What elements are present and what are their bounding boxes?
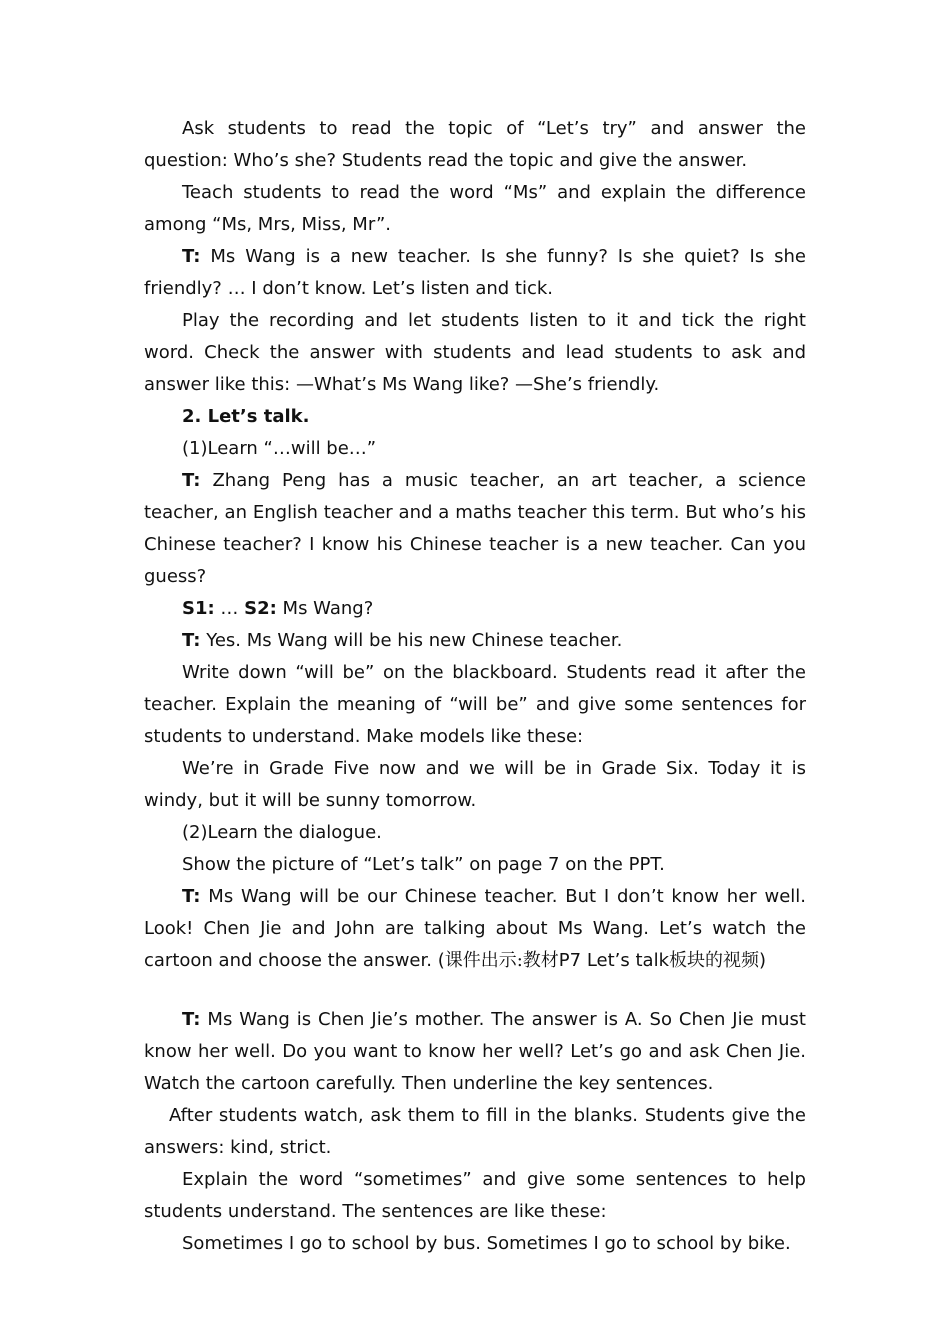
speaker-label: T: (182, 1009, 201, 1030)
speaker-label: T: (182, 630, 201, 651)
paragraph-teacher-dialogue-3 (144, 625, 806, 657)
paragraph-text: P7 Let’s talk (558, 950, 670, 971)
paragraph-text: Ms Wang will be our Chinese teacher. But I don’t know her well. Look! Chen Jie and John are talking about Ms Wang. Let’s watch the cartoon and choose the answer. ( (144, 886, 806, 971)
paragraph-sometimes-examples (144, 1228, 806, 1260)
section-heading-lets-talk (144, 401, 806, 433)
paragraph-text: Sometimes I go to school by bus. Sometimes I go to school by bike. (182, 1233, 791, 1254)
chinese-note-text: 板块的视频 (669, 950, 760, 971)
blank-line (144, 977, 806, 1004)
heading-text: 2. Let’s talk. (182, 406, 310, 427)
paragraph-write-will-be (144, 657, 806, 753)
paragraph-play-recording (144, 305, 806, 401)
speaker-label: T: (182, 470, 201, 491)
paragraph-teacher-dialogue-2 (144, 465, 806, 593)
paragraph-teacher-dialogue-1 (144, 241, 806, 305)
paragraph-text: ) (759, 950, 767, 971)
paragraph-text: Ms Wang is Chen Jie’s mother. The answer is A. So Chen Jie must know her well. Do you want to know her well? Let’s go and ask Chen Jie. Watch the cartoon carefully. Then underline the key sentences. (144, 1009, 806, 1094)
paragraph-teacher-dialogue-5 (144, 1004, 806, 1100)
document-page (144, 113, 806, 1260)
paragraph-text: Teach students to read the word “Ms” and explain the difference among “Ms, Mrs, Miss, Mr”. (144, 182, 806, 235)
paragraph-lets-try (144, 113, 806, 177)
paragraph-text: Explain the word “sometimes” and give some sentences to help students understand. The sentences are like these: (144, 1169, 806, 1222)
paragraph-learn-dialogue (144, 817, 806, 849)
chinese-note-text: 课件出示:教材 (444, 950, 559, 971)
speaker-label: S2: (244, 598, 277, 619)
paragraph-ms-explanation (144, 177, 806, 241)
paragraph-model-sentences (144, 753, 806, 817)
paragraph-text: (1)Learn “…will be…” (182, 438, 377, 459)
paragraph-text: Play the recording and let students listen to it and tick the right word. Check the answer with students and lead students to ask and answer like this: —What’s Ms Wang like? —She’s friendly. (144, 310, 806, 395)
speaker-label: T: (182, 246, 201, 267)
paragraph-learn-will-be (144, 433, 806, 465)
paragraph-text: Ask students to read the topic of “Let’s try” and answer the question: Who’s she? Students read the topic and give the answer. (144, 118, 806, 171)
paragraph-text: Write down “will be” on the blackboard. Students read it after the teacher. Explain the meaning of “will be” and give some sentences for students to understand. Make models like these: (144, 662, 806, 747)
paragraph-text: … (214, 598, 245, 619)
speaker-label: T: (182, 886, 201, 907)
paragraph-text: Ms Wang is a new teacher. Is she funny? Is she quiet? Is she friendly? … I don’t know. Let’s listen and tick. (144, 246, 806, 299)
paragraph-fill-blanks (144, 1100, 806, 1164)
paragraph-text: We’re in Grade Five now and we will be in Grade Six. Today it is windy, but it will be sunny tomorrow. (144, 758, 806, 811)
speaker-label: S1: (182, 598, 215, 619)
paragraph-show-picture (144, 849, 806, 881)
paragraph-teacher-dialogue-4 (144, 881, 806, 977)
paragraph-text: Ms Wang? (276, 598, 374, 619)
paragraph-student-replies (144, 593, 806, 625)
paragraph-text: Show the picture of “Let’s talk” on page 7 on the PPT. (182, 854, 665, 875)
paragraph-text: (2)Learn the dialogue. (182, 822, 382, 843)
paragraph-text: Yes. Ms Wang will be his new Chinese teacher. (200, 630, 623, 651)
paragraph-text: After students watch, ask them to fill in the blanks. Students give the answers: kind, strict. (144, 1105, 806, 1158)
paragraph-text: Zhang Peng has a music teacher, an art teacher, a science teacher, an English teacher and a maths teacher this term. But who’s his Chinese teacher? I know his Chinese teacher is a new teacher. Can you guess? (144, 470, 806, 587)
paragraph-explain-sometimes (144, 1164, 806, 1228)
